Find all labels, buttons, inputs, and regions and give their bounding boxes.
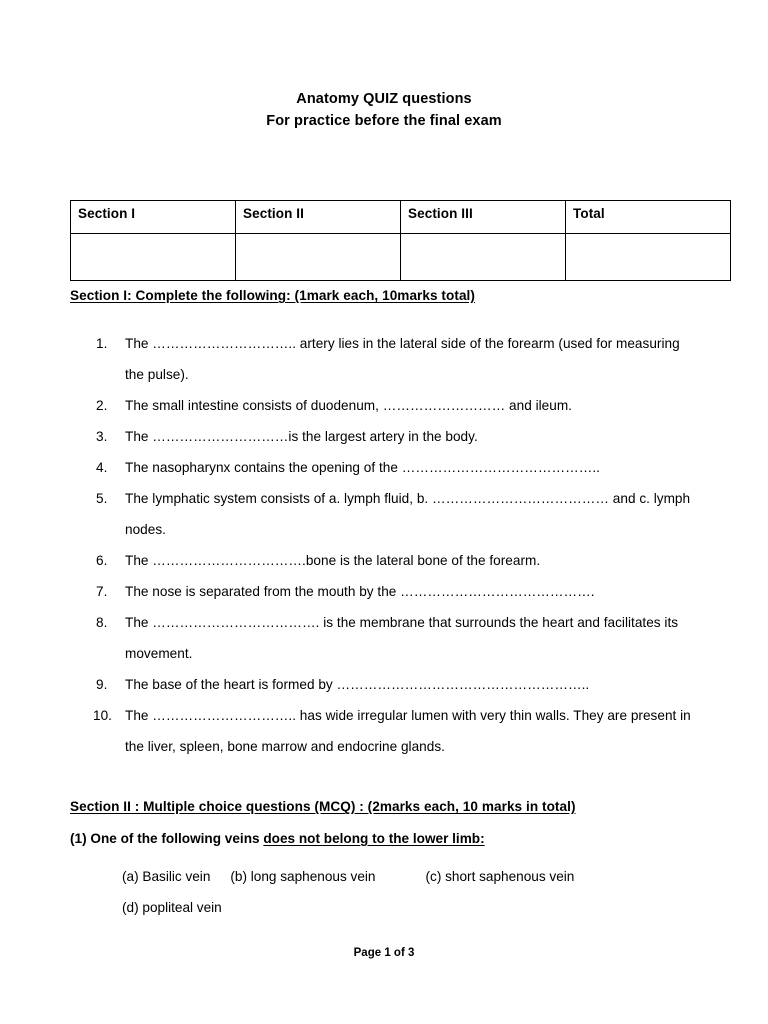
question-number: 10. xyxy=(93,708,112,723)
mcq-option-a[interactable]: (a) Basilic vein xyxy=(122,869,211,884)
table-header-section-1: Section I xyxy=(71,201,236,234)
question-text: The ………………………….. has wide irregular lumen with very thin walls. They are present in the liver, spleen, bone marrow and endocrine glands. xyxy=(125,708,691,754)
question-number: 8. xyxy=(96,615,108,630)
list-item xyxy=(96,607,696,669)
document-title-line-2: For practice before the final exam xyxy=(266,113,502,129)
score-cell-section-3[interactable] xyxy=(401,234,566,281)
list-item xyxy=(96,545,696,576)
section-1-question-list xyxy=(93,328,696,762)
table-row xyxy=(71,234,731,281)
table-header-row xyxy=(71,201,731,234)
question-text: The ………………………………. is the membrane that surrounds the heart and facilitates its movement. xyxy=(125,615,679,661)
question-text: The base of the heart is formed by ……………………………………………….. xyxy=(125,677,590,692)
question-number: 6. xyxy=(96,553,108,568)
question-number: 7. xyxy=(96,584,108,599)
question-text: The …………………………is the largest artery in the body. xyxy=(125,429,478,444)
document-title-line-1: Anatomy QUIZ questions xyxy=(296,91,472,107)
mcq-question-1-stem xyxy=(70,831,485,846)
mcq-option-b[interactable]: (b) long saphenous vein xyxy=(230,869,376,884)
mcq-question-1-options xyxy=(122,861,722,923)
score-summary-table xyxy=(70,200,731,281)
table-header-section-2: Section II xyxy=(236,201,401,234)
page-footer: Page 1 of 3 xyxy=(353,947,415,959)
list-item xyxy=(96,669,696,700)
mcq-option-row-top xyxy=(122,861,722,892)
mcq-option-row-bottom xyxy=(122,892,722,923)
question-number: 5. xyxy=(96,491,108,506)
mcq-option-d[interactable]: (d) popliteal vein xyxy=(122,900,222,915)
score-cell-section-1[interactable] xyxy=(71,234,236,281)
list-item xyxy=(96,576,696,607)
section-2-heading: Section II : Multiple choice questions (MCQ) : (2marks each, 10 marks in total) xyxy=(70,799,576,814)
mcq-question-1-emphasis: does not belong to the lower limb: xyxy=(263,831,485,846)
question-number: 2. xyxy=(96,398,108,413)
table-header-section-3: Section III xyxy=(401,201,566,234)
question-text: The ………………………….. artery lies in the lateral side of the forearm (used for measuring the pulse). xyxy=(125,336,680,382)
question-text: The nose is separated from the mouth by the ……………………………………. xyxy=(125,584,595,599)
list-item xyxy=(96,390,696,421)
document-title-block xyxy=(0,88,768,132)
question-text: The nasopharynx contains the opening of the …………………………………….. xyxy=(125,460,600,475)
question-text: The …………………………….bone is the lateral bone of the forearm. xyxy=(125,553,541,568)
list-item xyxy=(96,483,696,545)
question-number: 3. xyxy=(96,429,108,444)
mcq-question-1-prefix: (1) One of the following veins xyxy=(70,831,264,846)
table-header-total: Total xyxy=(566,201,731,234)
mcq-option-c[interactable]: (c) short saphenous vein xyxy=(425,869,575,884)
question-text: The lymphatic system consists of a. lymph fluid, b. ………………………………… and c. lymph nodes. xyxy=(125,491,691,537)
section-1-heading: Section I: Complete the following: (1mark each, 10marks total) xyxy=(70,288,475,303)
question-number: 4. xyxy=(96,460,108,475)
list-item xyxy=(96,421,696,452)
score-cell-section-2[interactable] xyxy=(236,234,401,281)
list-item xyxy=(93,700,696,762)
list-item xyxy=(96,452,696,483)
question-text: The small intestine consists of duodenum, ……………………… and ileum. xyxy=(125,398,572,413)
question-number: 9. xyxy=(96,677,108,692)
question-number: 1. xyxy=(96,336,108,351)
score-cell-total[interactable] xyxy=(566,234,731,281)
list-item xyxy=(96,328,696,390)
